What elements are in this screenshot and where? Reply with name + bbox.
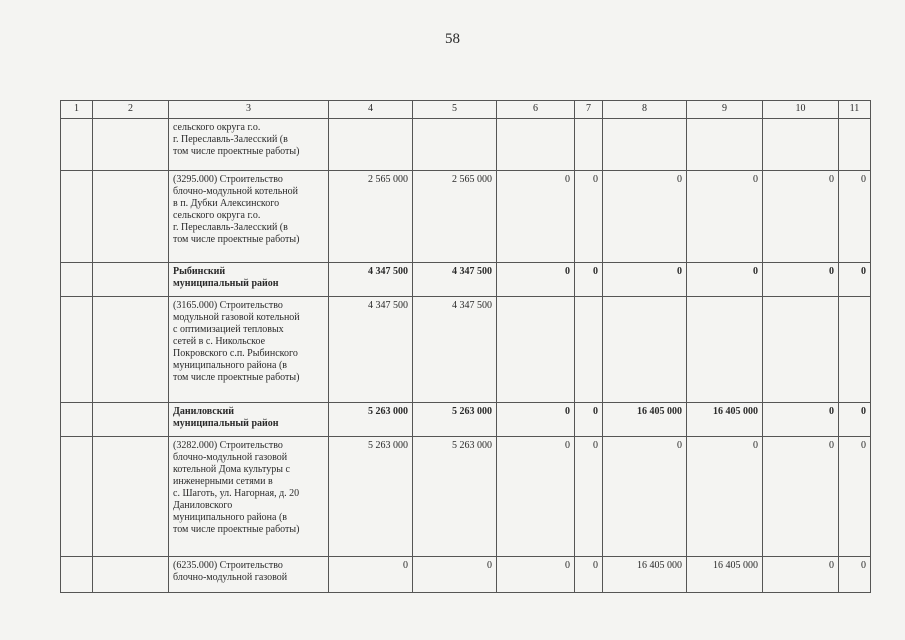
table-cell-col-10: 0 xyxy=(763,557,839,593)
row-description-cell: сельского округа г.о. г. Переславль-Залесский (в том числе проектные работы) xyxy=(169,119,329,171)
table-cell-col-8: 16 405 000 xyxy=(603,403,687,437)
table-cell-col-6 xyxy=(497,297,575,403)
row-description-cell: (6235.000) Строительство блочно-модульной газовой xyxy=(169,557,329,593)
table-cell-col-7 xyxy=(575,297,603,403)
table-row xyxy=(61,119,871,171)
table-header-row xyxy=(61,101,871,119)
table-cell-col-6: 0 xyxy=(497,437,575,557)
table-cell-col-10: 0 xyxy=(763,171,839,263)
table-cell-col-4: 4 347 500 xyxy=(329,263,413,297)
row-description-cell: (3295.000) Строительство блочно-модульной котельной в п. Дубки Алексинского сельского округа г.о. г. Переславль-Залесский (в том числе проектные работы) xyxy=(169,171,329,263)
table-cell-col-9: 0 xyxy=(687,263,763,297)
table-cell-col-5: 4 347 500 xyxy=(413,263,497,297)
table-row xyxy=(61,437,871,557)
table-cell-col-4 xyxy=(329,119,413,171)
column-header-6: 6 xyxy=(497,101,575,119)
table-cell-col-9: 0 xyxy=(687,171,763,263)
table-cell-col-4: 2 565 000 xyxy=(329,171,413,263)
table-cell-col-7: 0 xyxy=(575,171,603,263)
table-cell-col-7 xyxy=(575,119,603,171)
table-cell-col-2 xyxy=(93,119,169,171)
table-cell-col-6: 0 xyxy=(497,263,575,297)
table-row xyxy=(61,171,871,263)
table-cell-col-8 xyxy=(603,119,687,171)
table-cell-col-4: 0 xyxy=(329,557,413,593)
table-cell-col-1 xyxy=(61,403,93,437)
table-cell-col-9: 16 405 000 xyxy=(687,403,763,437)
table-cell-col-7: 0 xyxy=(575,557,603,593)
table-cell-col-5: 5 263 000 xyxy=(413,403,497,437)
table-cell-col-6: 0 xyxy=(497,557,575,593)
table-cell-col-11: 0 xyxy=(839,557,871,593)
table-cell-col-7: 0 xyxy=(575,263,603,297)
row-description-cell: (3282.000) Строительство блочно-модульной газовой котельной Дома культуры с инженерными сетями в с. Шаготь, ул. Нагорная, д. 20 Даниловского муниципального района (в том числе проектные работы) xyxy=(169,437,329,557)
column-header-8: 8 xyxy=(603,101,687,119)
table-cell-col-2 xyxy=(93,403,169,437)
table-cell-col-1 xyxy=(61,119,93,171)
column-header-5: 5 xyxy=(413,101,497,119)
table-cell-col-10: 0 xyxy=(763,263,839,297)
table-cell-col-5: 0 xyxy=(413,557,497,593)
table-cell-col-1 xyxy=(61,437,93,557)
table-cell-col-4: 5 263 000 xyxy=(329,403,413,437)
column-header-2: 2 xyxy=(93,101,169,119)
row-description-cell: Рыбинский муниципальный район xyxy=(169,263,329,297)
column-header-3: 3 xyxy=(169,101,329,119)
table-cell-col-8: 0 xyxy=(603,437,687,557)
column-header-11: 11 xyxy=(839,101,871,119)
row-description-cell: Даниловский муниципальный район xyxy=(169,403,329,437)
table-row xyxy=(61,263,871,297)
table-cell-col-1 xyxy=(61,557,93,593)
table-cell-col-7: 0 xyxy=(575,403,603,437)
table-cell-col-10 xyxy=(763,297,839,403)
table-cell-col-5: 2 565 000 xyxy=(413,171,497,263)
table-cell-col-1 xyxy=(61,263,93,297)
table-cell-col-7: 0 xyxy=(575,437,603,557)
table-cell-col-10: 0 xyxy=(763,403,839,437)
table-cell-col-2 xyxy=(93,297,169,403)
table-cell-col-2 xyxy=(93,263,169,297)
page-number: 58 xyxy=(445,31,460,47)
table-cell-col-4: 4 347 500 xyxy=(329,297,413,403)
table-cell-col-6 xyxy=(497,119,575,171)
table-cell-col-11: 0 xyxy=(839,263,871,297)
table-cell-col-8: 0 xyxy=(603,171,687,263)
column-header-4: 4 xyxy=(329,101,413,119)
table-cell-col-8 xyxy=(603,297,687,403)
table-cell-col-8: 0 xyxy=(603,263,687,297)
table-cell-col-10 xyxy=(763,119,839,171)
table-cell-col-11: 0 xyxy=(839,437,871,557)
table-cell-col-5 xyxy=(413,119,497,171)
table-cell-col-4: 5 263 000 xyxy=(329,437,413,557)
table-cell-col-5: 5 263 000 xyxy=(413,437,497,557)
table-cell-col-9 xyxy=(687,119,763,171)
table-cell-col-6: 0 xyxy=(497,403,575,437)
column-header-1: 1 xyxy=(61,101,93,119)
table-row xyxy=(61,557,871,593)
budget-table xyxy=(60,100,871,593)
table-cell-col-9: 16 405 000 xyxy=(687,557,763,593)
table-cell-col-1 xyxy=(61,297,93,403)
table-cell-col-2 xyxy=(93,437,169,557)
table-cell-col-9 xyxy=(687,297,763,403)
column-header-10: 10 xyxy=(763,101,839,119)
table-body xyxy=(61,119,871,593)
table-cell-col-11 xyxy=(839,297,871,403)
table-cell-col-11: 0 xyxy=(839,171,871,263)
table-row xyxy=(61,403,871,437)
table-cell-col-9: 0 xyxy=(687,437,763,557)
column-header-7: 7 xyxy=(575,101,603,119)
table-cell-col-6: 0 xyxy=(497,171,575,263)
table-cell-col-8: 16 405 000 xyxy=(603,557,687,593)
table-cell-col-11: 0 xyxy=(839,403,871,437)
row-description-cell: (3165.000) Строительство модульной газовой котельной с оптимизацией тепловых сетей в с. Никольское Покровского с.п. Рыбинского муниципального района (в том числе проектные работы) xyxy=(169,297,329,403)
table-cell-col-11 xyxy=(839,119,871,171)
table-cell-col-2 xyxy=(93,171,169,263)
table-cell-col-1 xyxy=(61,171,93,263)
table-cell-col-2 xyxy=(93,557,169,593)
column-header-9: 9 xyxy=(687,101,763,119)
table-cell-col-5: 4 347 500 xyxy=(413,297,497,403)
table-row xyxy=(61,297,871,403)
table-cell-col-10: 0 xyxy=(763,437,839,557)
